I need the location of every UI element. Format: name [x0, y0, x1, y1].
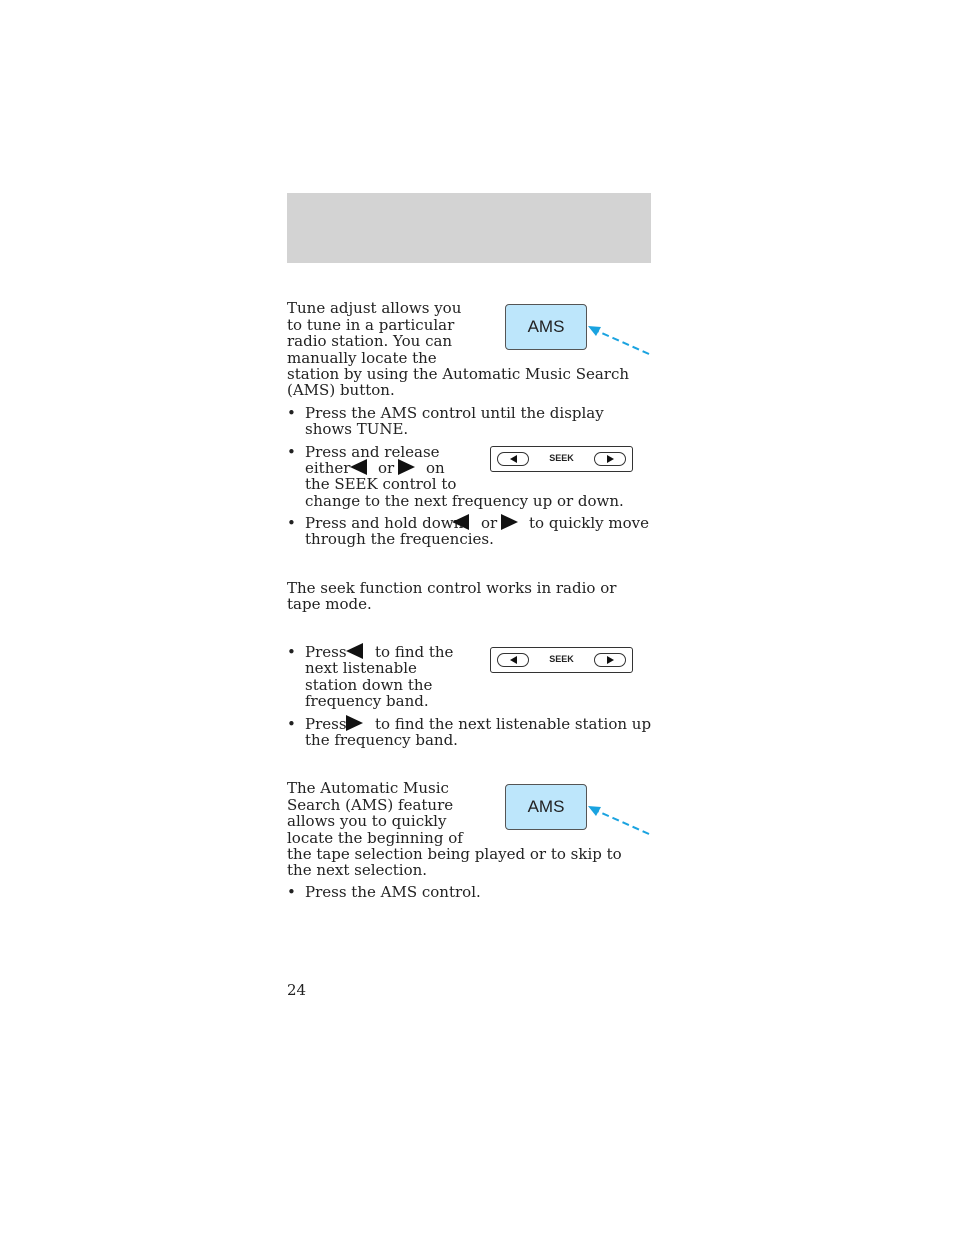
ams-button[interactable] — [505, 784, 587, 830]
pointer-arrow-icon — [585, 322, 655, 358]
tune-bullet-3-move: to quickly move — [529, 514, 650, 532]
ams-intro-line-4: locate the beginning of — [287, 828, 463, 847]
ams-intro-line-2: Search (AMS) feature — [287, 795, 454, 814]
tune-intro-line-1: Tune adjust allows you — [287, 299, 462, 317]
ams-button-label: AMS — [527, 317, 565, 336]
seek-label: SEEK — [549, 453, 574, 463]
bullet-dot: • — [287, 883, 296, 901]
seek-label: SEEK — [549, 654, 574, 664]
ams-intro-rest: the tape selection being played or to skip to the next selection. — [287, 845, 622, 880]
pointer-arrow-icon — [585, 802, 655, 838]
seek-bullet-1-line-4: frequency band. — [305, 692, 429, 710]
seek-right-icon — [607, 656, 614, 664]
tune-intro-line-4: manually locate the — [287, 348, 437, 367]
seek-intro: The seek function control works in radio or tape mode. — [287, 579, 617, 614]
seek-control — [490, 446, 633, 472]
seek-bullet-2-press: Press — [305, 715, 347, 733]
seek-right-icon — [607, 455, 614, 463]
bullet-dot: • — [287, 404, 296, 422]
tune-intro-line-2: to tune in a particular — [287, 315, 455, 334]
right-arrow-icon — [346, 715, 363, 731]
tune-intro-rest: station by using the Automatic Music Search (AMS) button. — [287, 365, 630, 400]
seek-bullet-2-line-2: the frequency band. — [305, 731, 458, 749]
tune-bullet-2-or: or — [378, 459, 395, 477]
seek-bullet-1-press: Press — [305, 643, 347, 661]
seek-control — [490, 647, 633, 673]
bullet-dot: • — [287, 514, 296, 532]
ams-intro-line-1: The Automatic Music — [287, 779, 449, 797]
seek-up-button[interactable] — [594, 653, 626, 667]
seek-bullet-1-find: to find the — [375, 643, 454, 661]
ams-bullet-1: Press the AMS control. — [305, 883, 481, 901]
tune-bullet-3-line-2: through the frequencies. — [305, 530, 494, 548]
tune-bullet-3-or: or — [481, 514, 498, 532]
ams-button-label: AMS — [527, 797, 565, 816]
bullet-dot: • — [287, 443, 296, 461]
left-arrow-icon — [452, 514, 469, 530]
tune-bullet-2-line-3: the SEEK control to — [305, 475, 457, 493]
right-arrow-icon — [398, 459, 415, 475]
tune-bullet-2-on: on — [426, 459, 445, 477]
left-arrow-icon — [346, 643, 363, 659]
bullet-dot: • — [287, 643, 296, 661]
seek-up-button[interactable] — [594, 452, 626, 466]
bullet-dot: • — [287, 715, 296, 733]
left-arrow-icon — [350, 459, 367, 475]
seek-bullet-1-line-2: next listenable — [305, 659, 417, 677]
tune-bullet-2-either: either — [305, 459, 351, 477]
tune-bullet-1: Press the AMS control until the display shows TUNE. — [305, 404, 604, 439]
ams-intro-line-3: allows you to quickly — [287, 812, 447, 830]
tune-bullet-2-line-4: change to the next frequency up or down. — [305, 492, 624, 510]
seek-bullet-1-line-3: station down the — [305, 676, 433, 694]
section-header-bar — [287, 193, 651, 263]
tune-bullet-3-press: Press and hold down — [305, 514, 464, 532]
tune-bullet-2-line-1: Press and release — [305, 443, 440, 461]
tune-intro-line-3: radio station. You can — [287, 332, 453, 350]
seek-bullet-2-find: to find the next listenable station up — [375, 715, 652, 733]
right-arrow-icon — [501, 514, 518, 530]
page-number: 24 — [287, 981, 307, 999]
ams-button[interactable] — [505, 304, 587, 350]
